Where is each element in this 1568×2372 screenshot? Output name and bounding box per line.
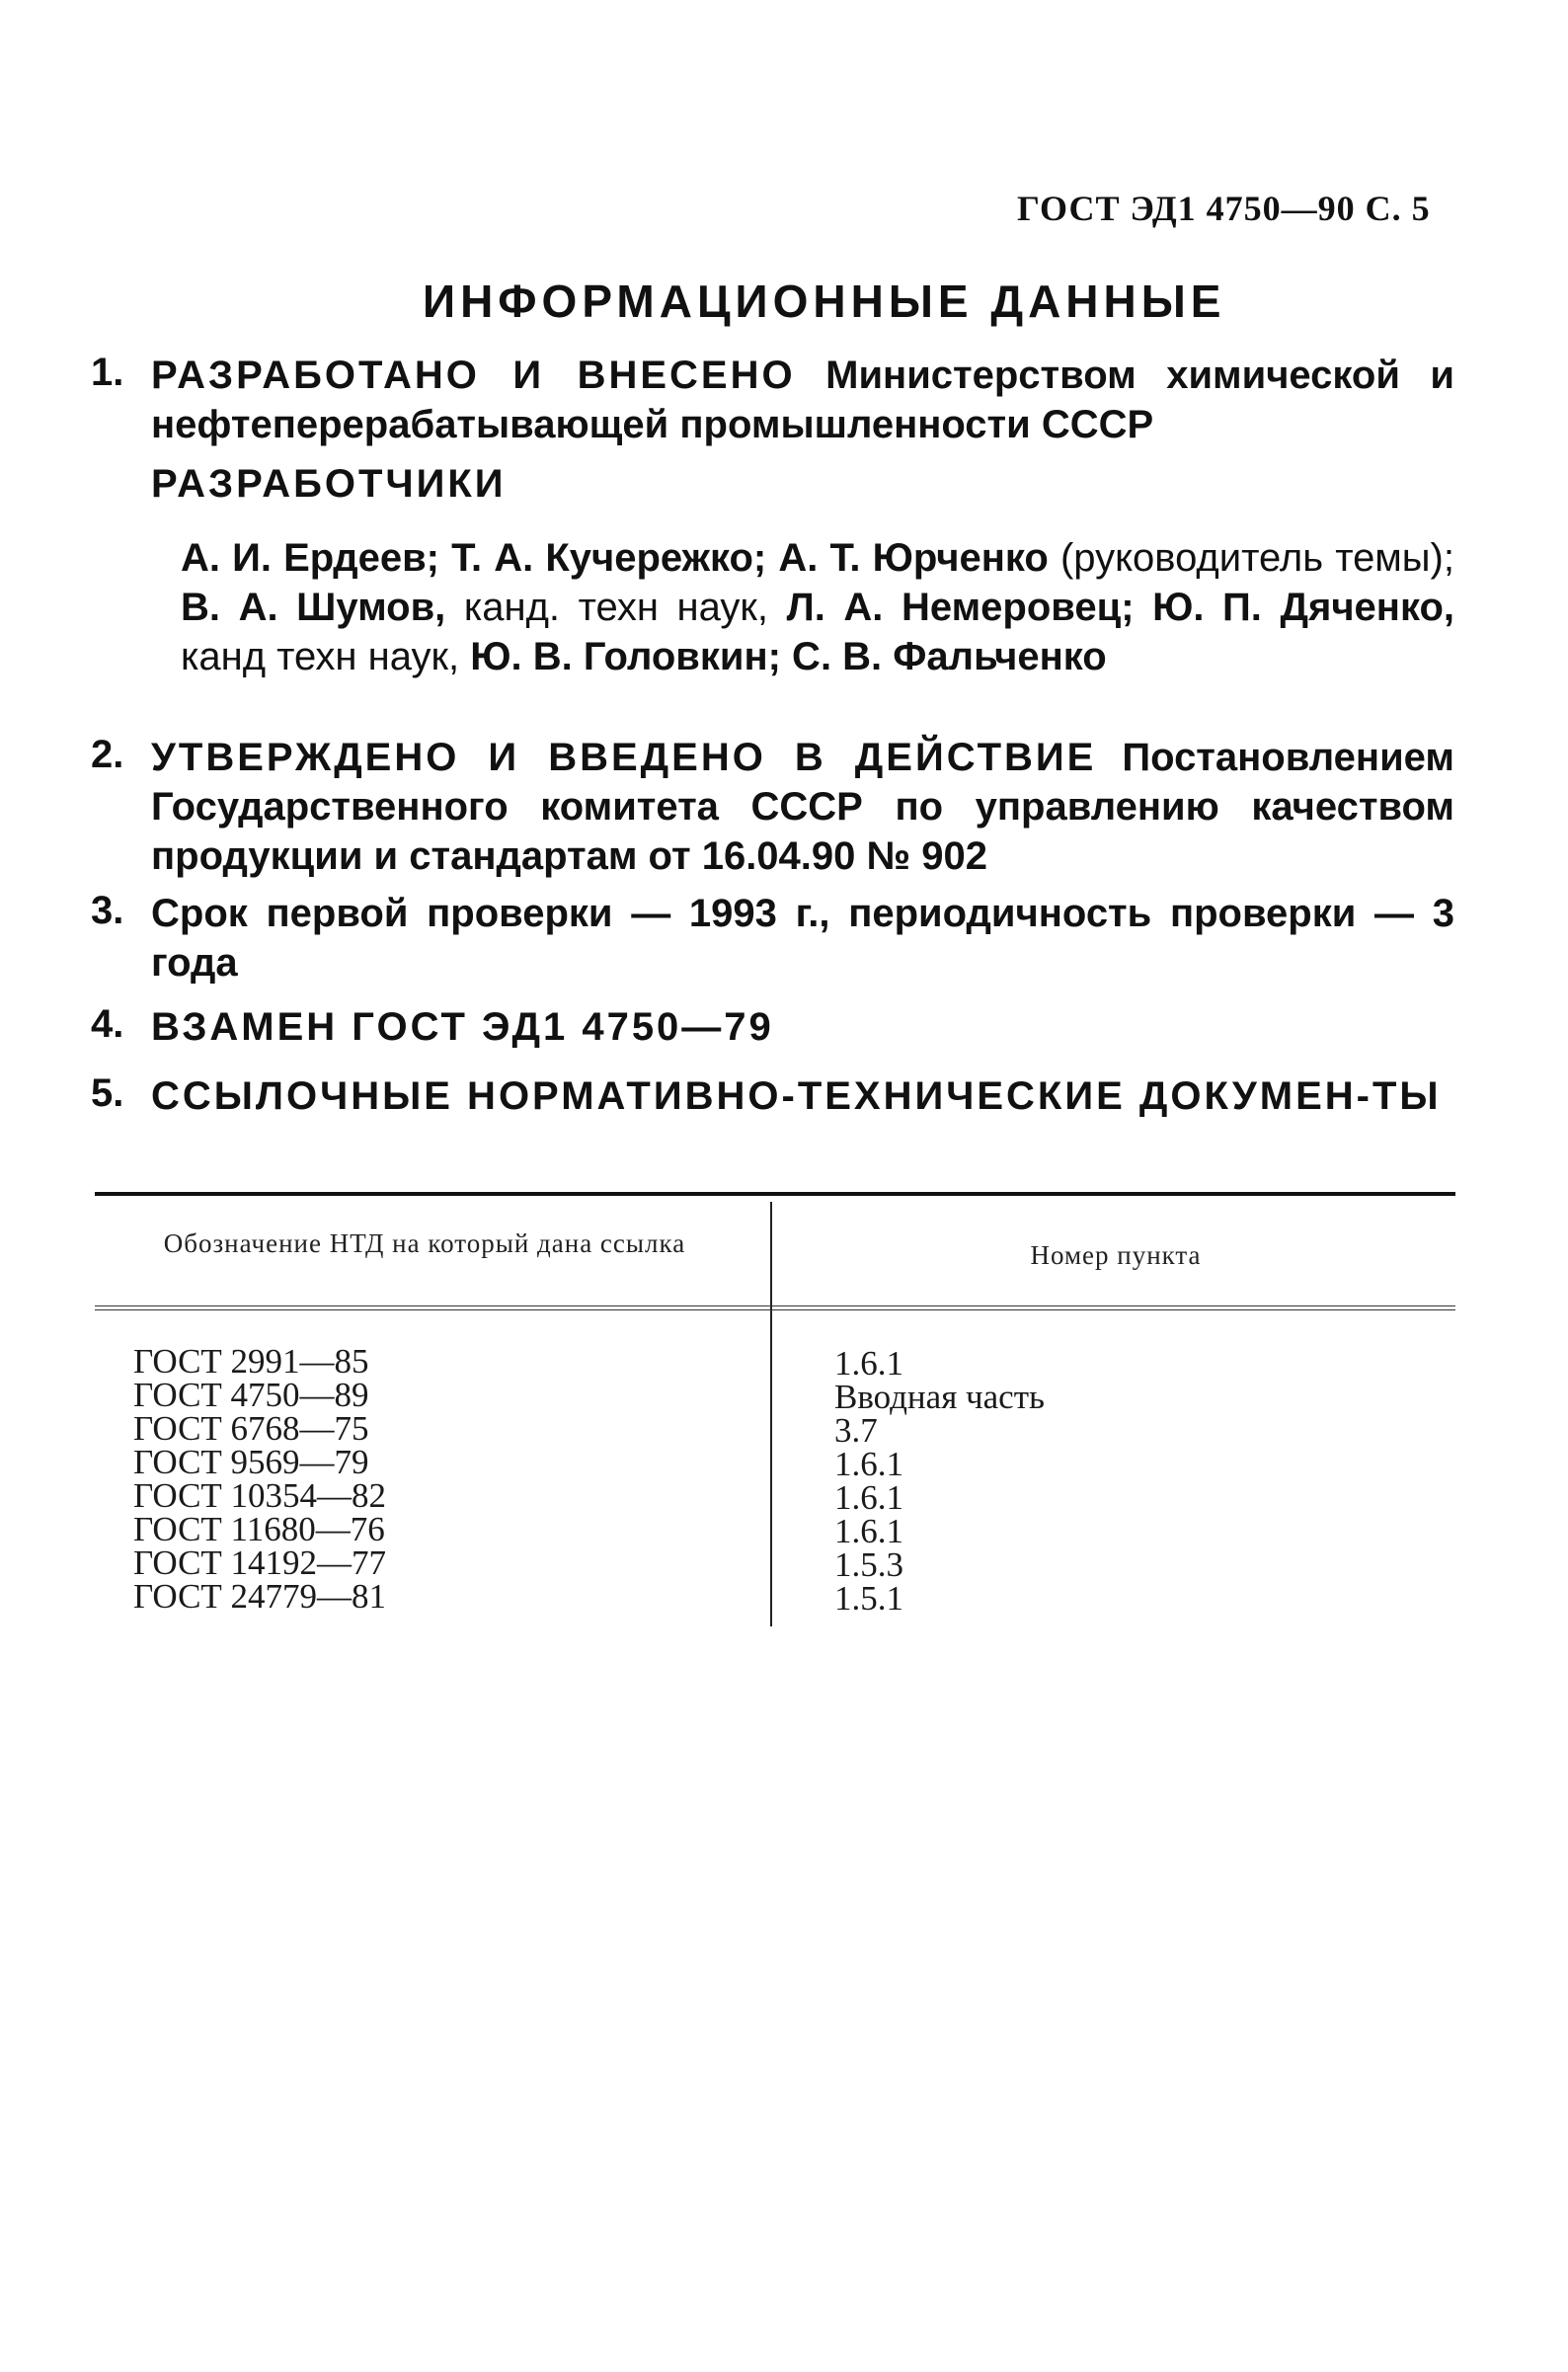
table-cell-clause: 3.7 (834, 1411, 878, 1450)
table-cell-clause: 1.6.1 (834, 1344, 903, 1383)
section-3-number: 3. (91, 889, 124, 932)
table-cell-clause: 1.5.3 (834, 1545, 903, 1584)
table-cell-doc: ГОСТ 10354—82 (133, 1476, 387, 1515)
table-header-doc: Обозначение НТД на который дана ссылка (163, 1228, 686, 1258)
table-cell-clause: 1.6.1 (834, 1478, 903, 1517)
table-cell-doc: ГОСТ 9569—79 (133, 1443, 369, 1481)
developers-part-3: В. А. Шумов, (181, 586, 446, 629)
table-cell-doc: ГОСТ 2991—85 (133, 1342, 369, 1381)
developers-part-2: (руководитель темы); (1059, 536, 1454, 580)
section-3 (151, 889, 1454, 988)
section-1-heading: РАЗРАБОТАНО И ВНЕСЕНО (151, 354, 796, 397)
developers-part-7: Ю. В. Головкин; С. В. Фальченко (470, 635, 1107, 678)
section-2 (151, 733, 1454, 881)
running-header: ГОСТ ЭД1 4750—90 С. 5 (1017, 189, 1431, 228)
table-top-rule (95, 1192, 1455, 1196)
table-cell-doc: ГОСТ 14192—77 (133, 1543, 387, 1582)
section-1 (151, 351, 1454, 449)
section-5-number: 5. (91, 1071, 124, 1115)
section-4 (151, 1002, 1454, 1052)
table-header-rule-1 (95, 1305, 1455, 1306)
developers-part-1: А. И. Ердеев; Т. А. Кучережко; А. Т. Юрченко (181, 536, 1049, 580)
section-3-text: Срок первой проверки — 1993 г., периодичность проверки — 3 года (151, 892, 1454, 985)
table-header-clause: Номер пункта (1030, 1240, 1202, 1270)
table-cell-clause: Вводная часть (834, 1378, 1045, 1416)
table-cell-doc: ГОСТ 24779—81 (133, 1577, 387, 1616)
table-cell-clause: 1.6.1 (834, 1512, 903, 1550)
section-5 (151, 1071, 1454, 1121)
section-1-text: Министерством химической и нефтеперерабатывающей промышленности СССР (151, 354, 1455, 446)
table-cell-clause: 1.5.1 (834, 1579, 903, 1618)
section-2-heading: УТВЕРЖДЕНО И ВВЕДЕНО В ДЕЙСТВИЕ (151, 736, 1097, 779)
table-cell-doc: ГОСТ 11680—76 (133, 1510, 385, 1548)
section-4-heading: ВЗАМЕН ГОСТ ЭД1 4750—79 (151, 1005, 774, 1049)
developers-part-6: канд техн наук, (181, 635, 460, 678)
section-5-heading: ССЫЛОЧНЫЕ НОРМАТИВНО-ТЕХНИЧЕСКИЕ ДОКУМЕН-ТЫ (151, 1074, 1442, 1118)
section-1-number: 1. (91, 351, 124, 394)
developers-heading: РАЗРАБОТЧИКИ (151, 462, 507, 506)
table-cell-doc: ГОСТ 4750—89 (133, 1376, 369, 1414)
developers-part-4: канд. техн наук, (463, 586, 769, 629)
developers-part-5: Л. А. Немеровец; Ю. П. Дяченко, (786, 586, 1454, 629)
page-title: ИНФОРМАЦИОННЫЕ ДАННЫЕ (423, 276, 1226, 327)
section-2-number: 2. (91, 733, 124, 776)
table-header-rule-2 (95, 1309, 1455, 1310)
table-cell-doc: ГОСТ 6768—75 (133, 1409, 369, 1448)
section-2-text: Постановлением Государственного комитета СССР по управлению качеством продукции и стандартам от 16.04.90 № 902 (151, 736, 1454, 878)
table-column-divider (770, 1202, 772, 1626)
table-cell-clause: 1.6.1 (834, 1445, 903, 1483)
developers-list (181, 533, 1454, 681)
section-4-number: 4. (91, 1002, 124, 1046)
